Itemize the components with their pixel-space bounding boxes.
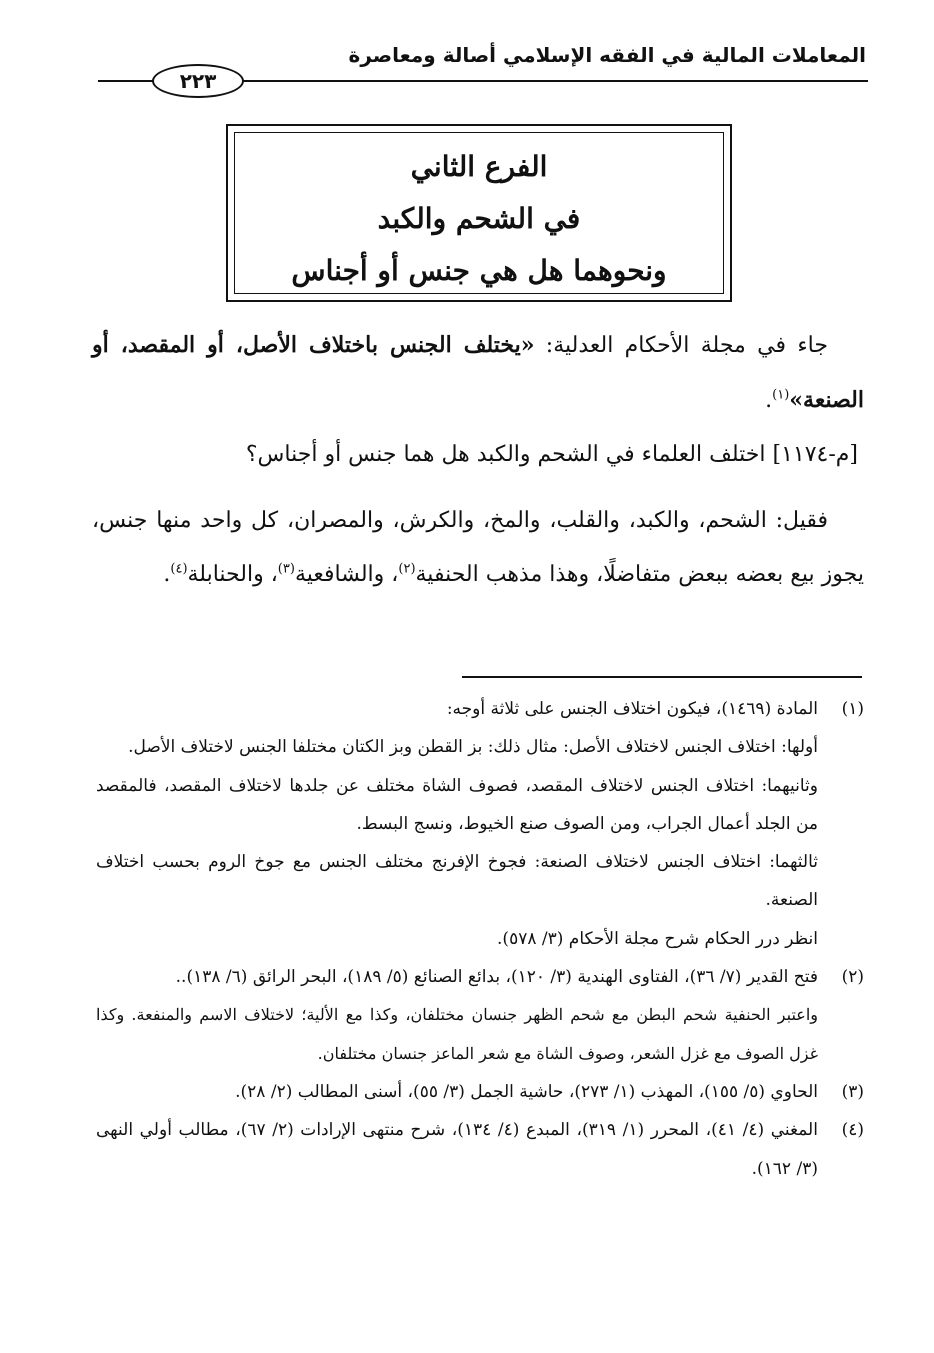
footnote-separator	[462, 676, 862, 678]
footnote-4	[96, 1111, 864, 1188]
footnote-1-source: انظر درر الحكام شرح مجلة الأحكام (٣/ ٥٧٨).	[497, 928, 818, 949]
page-number: ٢٢٣	[152, 64, 244, 98]
footnote-ref-2[interactable]: (٢)	[398, 561, 416, 577]
footnote-ref-4[interactable]: (٤)	[170, 561, 188, 577]
footnotes-section	[96, 690, 864, 1188]
quoted-rule: «يختلف الجنس باختلاف الأصل، أو المقصد، أو الصنعة»	[92, 332, 864, 413]
footnote-1	[96, 690, 864, 728]
footnote-1-purpose: وثانيهما: اختلاف الجنس لاختلاف المقصد، فصوف الشاة مختلف عن جلدها لاختلاف المقصد، فالمقصد من الجلد أعمال الجراب، ومن الصوف صنع الخيوط، ونسج البسط.	[96, 775, 818, 834]
section-title-box	[226, 124, 732, 302]
paragraph-majalla-quote	[92, 318, 864, 428]
footnote-number: (٣)	[841, 1081, 864, 1102]
section-title-line-3: ونحوهما هل هي جنس أو أجناس	[291, 254, 667, 287]
section-title-line-2: في الشحم والكبد	[377, 202, 581, 235]
opinion-text: فقيل: الشحم، والكبد، والقلب، والمخ، والكرش، والمصران، كل واحد منها جنس، يجوز بيع بعضه ببعض متفاضلًا، وهذا مذهب الحنفية	[92, 508, 864, 587]
footnote-2-hanafi-note: واعتبر الحنفية شحم البطن مع شحم الظهر جنسان مختلفان، وكذا مع الألية؛ لاختلاف الاسم والمنفعة. وكذا غزل الصوف مع غزل الشعر، وصوف الشاة مع شعر الماعز جنسان مختلفان.	[96, 1005, 818, 1063]
footnote-text: المادة (١٤٦٩)، فيكون اختلاف الجنس على ثلاثة أوجه:	[446, 699, 818, 719]
paragraph-first-opinion	[92, 494, 864, 602]
opinion-shafii: ، والشافعية	[294, 562, 399, 587]
paragraph-end: .	[163, 562, 171, 587]
footnote-text: فتح القدير (٧/ ٣٦)، الفتاوى الهندية (٣/ ١٢٠)، بدائع الصنائع (٥/ ١٨٩)، البحر الرائق (٦/ ١٣٨)..	[175, 967, 818, 988]
paragraph-end: .	[765, 388, 773, 413]
section-title-inner-frame	[234, 132, 724, 294]
footnote-1-craft: ثالثهما: اختلاف الجنس لاختلاف الصنعة: فجوخ الإفرنج مختلف الجنس مع جوخ الروم بحسب اختلاف الصنعة.	[96, 852, 818, 911]
footnote-ref-1[interactable]: (١)	[772, 387, 790, 403]
opinion-hanbali: ، والحنابلة	[187, 562, 278, 587]
running-title: المعاملات المالية في الفقه الإسلامي أصالة ومعاصرة	[348, 43, 866, 67]
paragraph-issue-statement: [م-١١٧٤] اختلف العلماء في الشحم والكبد هل هما جنس أو أجناس؟	[245, 442, 858, 467]
footnote-text: الحاوي (٥/ ١٥٥)، المهذب (١/ ٢٧٣)، حاشية الجمل (٣/ ٥٥)، أسنى المطالب (٢/ ٢٨).	[235, 1081, 818, 1102]
footnote-1-origin: أولها: اختلاف الجنس لاختلاف الأصل: مثال ذلك: بز القطن وبز الكتان مختلفا الجنس لاختلاف الأصل.	[128, 737, 818, 758]
section-title-line-1: الفرع الثاني	[410, 150, 548, 183]
footnote-3	[96, 1073, 864, 1111]
footnote-text: المغني (٤/ ٤١)، المحرر (١/ ٣١٩)، المبدع (٤/ ١٣٤)، شرح منتهى الإرادات (٢/ ٦٧)، مطالب أولي النهى (٣/ ١٦٢).	[96, 1120, 818, 1179]
footnote-ref-3[interactable]: (٣)	[277, 561, 295, 577]
footnote-number: (٤)	[841, 1120, 864, 1141]
footnote-number: (٢)	[841, 967, 864, 988]
paragraph-intro: جاء في مجلة الأحكام العدلية:	[534, 333, 828, 358]
footnote-2	[96, 958, 864, 996]
footnote-number: (١)	[841, 699, 864, 719]
